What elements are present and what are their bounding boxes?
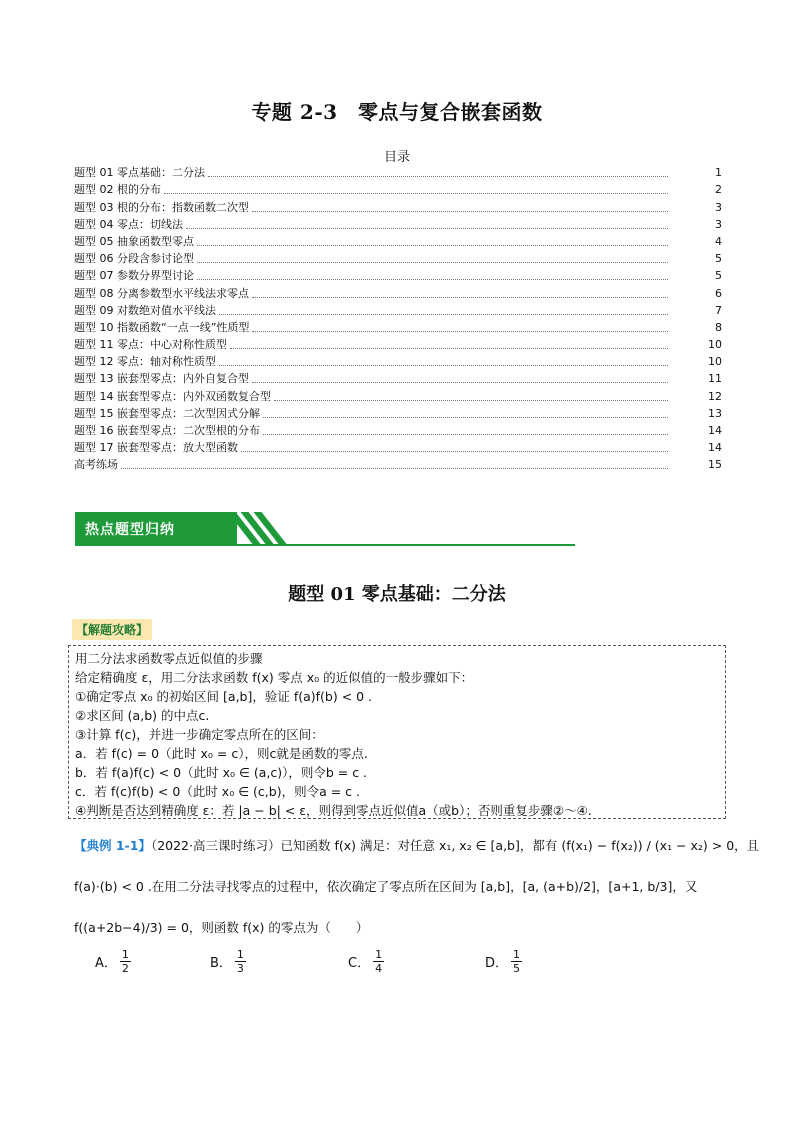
toc-leader-dots bbox=[219, 365, 668, 366]
section-banner bbox=[75, 512, 575, 546]
option-fraction bbox=[120, 948, 131, 975]
toc-leader-dots bbox=[252, 382, 668, 383]
answer-options bbox=[95, 948, 595, 980]
option-b[interactable] bbox=[210, 948, 246, 975]
toc-leader-dots bbox=[164, 193, 668, 194]
toc-entry-label: 题型 01 零点基础：二分法 bbox=[74, 166, 205, 180]
denominator: 2 bbox=[121, 962, 129, 975]
toc-entry-page: 6 bbox=[715, 286, 722, 300]
toc-leader-dots bbox=[121, 468, 668, 469]
example-text: （2022·高三课时练习）已知函数 f(x) 满足：对任意 x₁, x₂ ∈ [a,b]，都有 (f(x₁) − f(x₂)) / (x₁ − x₂) > 0，且 bbox=[150, 838, 760, 853]
banner-underline bbox=[75, 544, 575, 546]
toc-entry-page: 12 bbox=[708, 389, 722, 403]
toc-entry-label: 题型 12 零点：轴对称性质型 bbox=[74, 355, 216, 369]
example-line-2: f(a)·(b) < 0 .在用二分法寻找零点的过程中，依次确定了零点所在区间为 [a,b]，[a, (a+b)/2]，[a+1, b/3]，又 bbox=[74, 879, 698, 894]
toc-entry-page: 2 bbox=[715, 183, 722, 197]
toc-entry[interactable] bbox=[74, 197, 722, 214]
toc-entry-label: 题型 11 零点：中心对称性质型 bbox=[74, 338, 227, 352]
toc-leader-dots bbox=[197, 245, 668, 246]
toc-leader-dots bbox=[186, 228, 668, 229]
toc-entry-label: 题型 13 嵌套型零点：内外自复合型 bbox=[74, 372, 249, 386]
toc-leader-dots bbox=[230, 348, 668, 349]
strategy-line: a．若 f(c) = 0（此时 x₀ = c），则c就是函数的零点. bbox=[75, 746, 368, 761]
option-c[interactable] bbox=[348, 948, 384, 975]
toc-entry-label: 题型 06 分段含参讨论型 bbox=[74, 252, 194, 266]
numerator: 1 bbox=[513, 948, 521, 961]
toc-leader-dots bbox=[208, 176, 668, 177]
toc-entry-label: 题型 08 分离参数型水平线法求零点 bbox=[74, 286, 249, 300]
toc-entry-page: 14 bbox=[708, 441, 722, 455]
strategy-line: b．若 f(a)f(c) < 0（此时 x₀ ∈ (a,c)），则令b = c . bbox=[75, 765, 368, 780]
toc-leader-dots bbox=[263, 417, 668, 418]
toc-heading: 目录 bbox=[383, 150, 410, 165]
toc-entry[interactable] bbox=[74, 438, 722, 455]
option-letter: C． bbox=[348, 956, 371, 971]
option-a[interactable] bbox=[95, 948, 131, 975]
option-letter: B． bbox=[210, 956, 232, 971]
toc-entry-label: 高考练场 bbox=[74, 458, 118, 472]
denominator: 3 bbox=[236, 962, 244, 975]
toc-entry-page: 15 bbox=[708, 458, 722, 472]
option-d[interactable] bbox=[485, 948, 522, 975]
strategy-line: ④判断是否达到精确度 ε：若 |a − b| < ε，则得到零点近似值a（或b）；否则重复步骤②～④. bbox=[75, 803, 592, 818]
toc-leader-dots bbox=[263, 434, 668, 435]
toc-leader-dots bbox=[219, 314, 668, 315]
toc-entry[interactable] bbox=[74, 249, 722, 266]
toc-entry[interactable] bbox=[74, 232, 722, 249]
toc-entry-label: 题型 07 参数分界型讨论 bbox=[74, 269, 194, 283]
toc-entry-page: 5 bbox=[715, 269, 722, 283]
toc-entry-page: 3 bbox=[715, 200, 722, 214]
toc-entry-label: 题型 10 指数函数“一点一线”性质型 bbox=[74, 320, 250, 334]
option-fraction bbox=[373, 948, 384, 975]
toc-leader-dots bbox=[197, 262, 668, 263]
toc-entry[interactable] bbox=[74, 283, 722, 300]
toc-entry-page: 10 bbox=[708, 355, 722, 369]
toc-entry[interactable] bbox=[74, 455, 722, 472]
toc-entry[interactable] bbox=[74, 163, 722, 180]
strategy-line: 给定精确度 ε，用二分法求函数 f(x) 零点 x₀ 的近似值的一般步骤如下： bbox=[75, 670, 474, 685]
toc-entry[interactable] bbox=[74, 386, 722, 403]
option-letter: D． bbox=[485, 956, 509, 971]
table-of-contents bbox=[74, 163, 722, 472]
toc-entry[interactable] bbox=[74, 352, 722, 369]
denominator: 4 bbox=[375, 962, 383, 975]
denominator: 5 bbox=[513, 962, 521, 975]
toc-entry-page: 8 bbox=[715, 320, 722, 334]
toc-entry-page: 4 bbox=[715, 234, 722, 248]
option-letter: A． bbox=[95, 956, 117, 971]
toc-leader-dots bbox=[274, 400, 668, 401]
banner-label: 热点题型归纳 bbox=[85, 522, 175, 538]
strategy-line: ①确定零点 x₀ 的初始区间 [a,b]，验证 f(a)f(b) < 0 . bbox=[75, 689, 373, 704]
toc-entry[interactable] bbox=[74, 318, 722, 335]
numerator: 1 bbox=[236, 948, 244, 961]
section-title: 题型 01 零点基础：二分法 bbox=[288, 584, 506, 605]
document-title: 专题 2-3 零点与复合嵌套函数 bbox=[251, 100, 543, 124]
toc-entry-page: 11 bbox=[708, 372, 722, 386]
toc-entry-page: 1 bbox=[715, 166, 722, 180]
toc-entry[interactable] bbox=[74, 421, 722, 438]
strategy-tag: 【解题攻略】 bbox=[72, 619, 152, 640]
toc-entry-page: 3 bbox=[715, 217, 722, 231]
toc-entry-label: 题型 14 嵌套型零点：内外双函数复合型 bbox=[74, 389, 271, 403]
toc-entry-label: 题型 15 嵌套型零点：二次型因式分解 bbox=[74, 406, 260, 420]
toc-entry-label: 题型 03 根的分布：指数函数二次型 bbox=[74, 200, 249, 214]
toc-leader-dots bbox=[252, 211, 668, 212]
toc-entry[interactable] bbox=[74, 404, 722, 421]
option-fraction bbox=[511, 948, 522, 975]
numerator: 1 bbox=[375, 948, 383, 961]
strategy-line: 用二分法求函数零点近似值的步骤 bbox=[75, 651, 263, 666]
toc-entry-page: 14 bbox=[708, 424, 722, 437]
toc-leader-dots bbox=[252, 331, 668, 332]
toc-entry-label: 题型 16 嵌套型零点：二次型根的分布 bbox=[74, 424, 260, 437]
toc-entry-page: 10 bbox=[708, 338, 722, 352]
strategy-box bbox=[68, 645, 726, 819]
strategy-line: ②求区间 (a,b) 的中点c. bbox=[75, 708, 210, 723]
toc-leader-dots bbox=[241, 451, 668, 452]
toc-entry[interactable] bbox=[74, 180, 722, 197]
option-fraction bbox=[235, 948, 246, 975]
toc-entry-page: 7 bbox=[715, 303, 722, 317]
toc-entry-label: 题型 04 零点：切线法 bbox=[74, 217, 183, 231]
example-line-3: f((a+2b−4)/3) = 0，则函数 f(x) 的零点为（ ） bbox=[74, 920, 369, 935]
toc-entry-label: 题型 17 嵌套型零点：放大型函数 bbox=[74, 441, 238, 455]
toc-entry[interactable] bbox=[74, 301, 722, 318]
toc-leader-dots bbox=[252, 297, 668, 298]
toc-leader-dots bbox=[197, 279, 668, 280]
toc-entry[interactable] bbox=[74, 369, 722, 386]
example-line-1 bbox=[74, 836, 759, 854]
strategy-line: ③计算 f(c)，并进一步确定零点所在的区间： bbox=[75, 727, 324, 742]
toc-entry-page: 13 bbox=[708, 406, 722, 420]
strategy-line: c．若 f(c)f(b) < 0（此时 x₀ ∈ (c,b)，则令a = c . bbox=[75, 784, 360, 799]
toc-entry[interactable] bbox=[74, 266, 722, 283]
toc-entry-page: 5 bbox=[715, 252, 722, 266]
toc-entry-label: 题型 02 根的分布 bbox=[74, 183, 161, 197]
toc-entry-label: 题型 09 对数绝对值水平线法 bbox=[74, 303, 216, 317]
toc-entry[interactable] bbox=[74, 335, 722, 352]
example-tag: 【典例 1-1】 bbox=[74, 838, 151, 853]
toc-entry[interactable] bbox=[74, 215, 722, 232]
numerator: 1 bbox=[121, 948, 129, 961]
toc-entry-label: 题型 05 抽象函数型零点 bbox=[74, 234, 194, 248]
